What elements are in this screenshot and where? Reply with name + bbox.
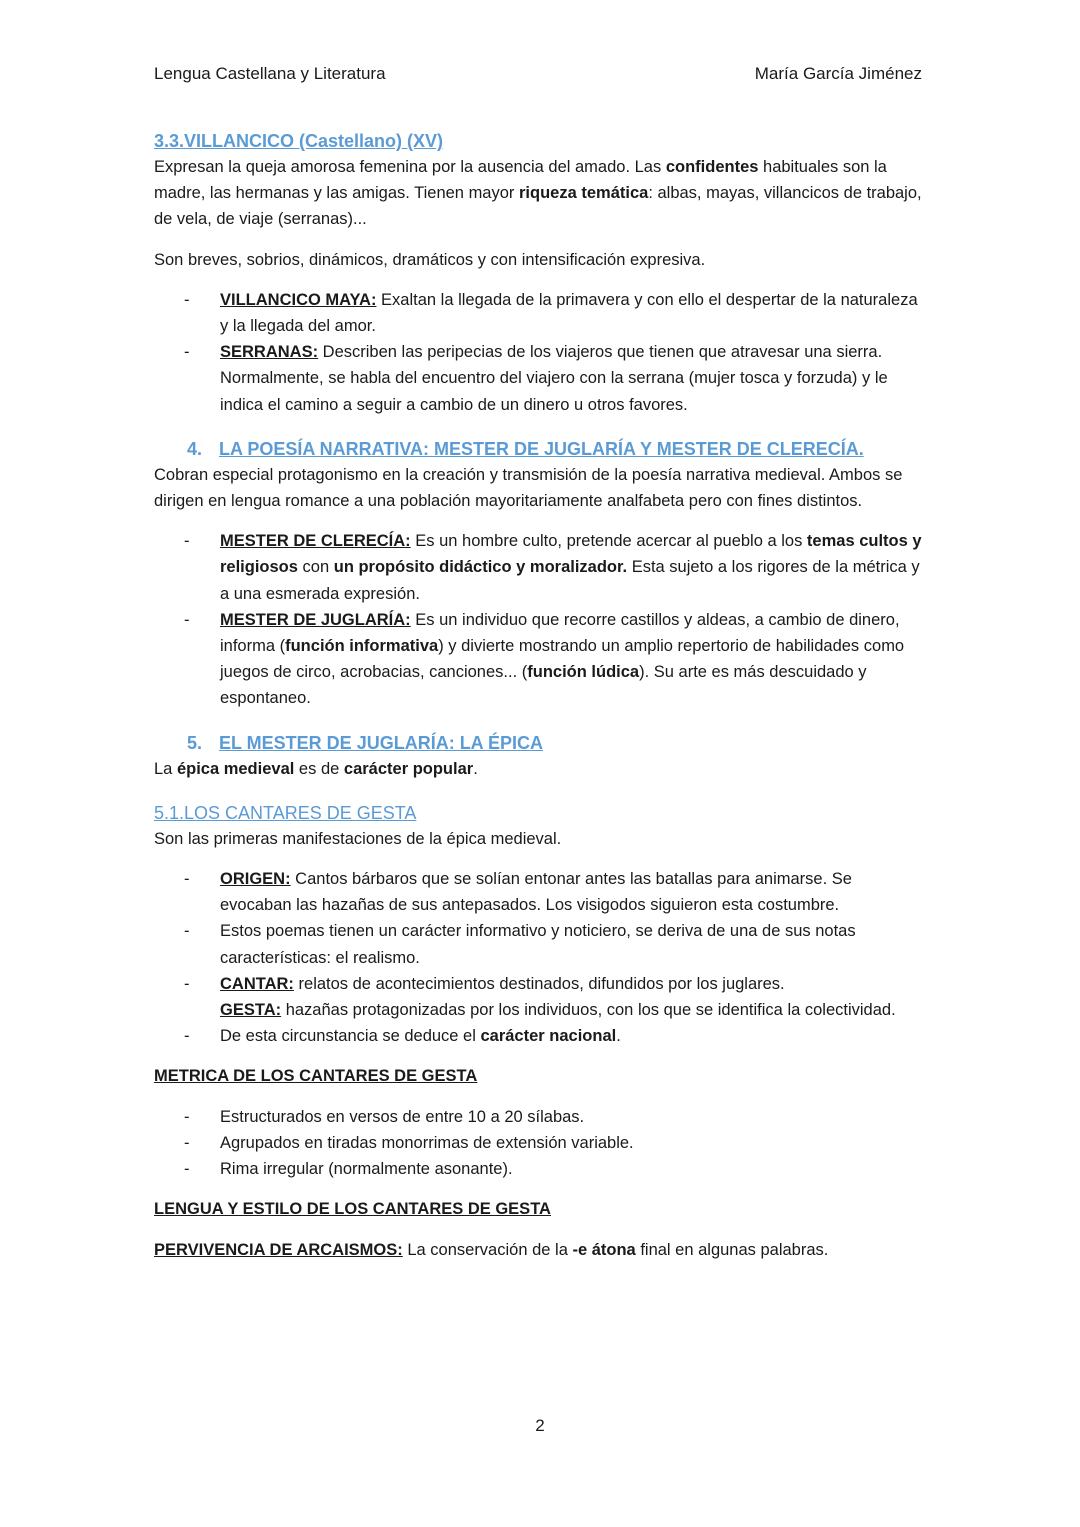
paragraph-arcaismos: PERVIVENCIA DE ARCAISMOS: La conservación de la -e átona final en algunas palabras. [154,1240,829,1259]
paragraph-cantares: Son las primeras manifestaciones de la épica medieval. [154,829,562,848]
paragraph-villancico: Expresan la queja amorosa femenina por la ausencia del amado. Las confidentes habituales son la madre, las hermanas y las amigas. Tienen mayor riqueza temática: albas, mayas, villancicos de trabajo, de vela, de viaje (serranas)... [154,158,922,229]
heading-3-3: 3.3.VILLANCICO (Castellano) (XV) [154,131,444,151]
paragraph-villancico-traits: Son breves, sobrios, dinámicos, dramáticos y con intensificación expresiva. [154,250,706,269]
list-item: - MESTER DE CLERECÍA: Es un hombre culto, pretende acercar al pueblo a los temas cultos y religiosos con un propósito didáctico y moralizador. Esta sujeto a los rigores de la métrica y a una esmerada expresión. [154,528,924,607]
list-item: - SERRANAS: Describen las peripecias de los viajeros que tienen que atravesar una sierra. Normalmente, se habla del encuentro del viajero con la serrana (mujer tosca y forzuda) y le indica el camino a seguir a cambio de un dinero u otros favores. [154,339,924,418]
paragraph-poesia-narrativa: Cobran especial protagonismo en la creación y transmisión de la poesía narrativa medieval. Ambos se dirigen en lengua romance a una población mayoritariamente analfabeta pero con fines distintos. [154,465,903,511]
list-item: - Estos poemas tienen un carácter informativo y noticiero, se deriva de una de sus notas características: el realismo. [154,918,924,970]
mester-list [154,528,924,711]
list-item: GESTA: hazañas protagonizadas por los individuos, con los que se identifica la colectividad. [220,1001,896,1020]
list-item: - Rima irregular (normalmente asonante). [154,1156,924,1182]
lengua-heading: LENGUA Y ESTILO DE LOS CANTARES DE GESTA [154,1200,551,1219]
page-number: 2 [535,1416,545,1435]
heading-5-1: 5.1.LOS CANTARES DE GESTA [154,802,417,823]
cantares-list [154,866,924,1049]
paragraph-epica: La épica medieval es de carácter popular. [154,759,478,778]
villancico-list [154,287,924,418]
list-item: - VILLANCICO MAYA: Exaltan la llegada de la primavera y con ello el despertar de la naturaleza y la llegada del amor. [154,287,924,339]
list-item: - MESTER DE JUGLARÍA: Es un individuo que recorre castillos y aldeas, a cambio de dinero, informa (función informativa) y divierte mostrando un amplio repertorio de habilidades como juegos de circo, acrobacias, canciones... (función lúdica). Su arte es más descuidado y espontaneo. [154,607,924,712]
list-item: - Agrupados en tiradas monorrimas de extensión variable. [154,1130,924,1156]
list-item: - De esta circunstancia se deduce el carácter nacional. [154,1023,924,1049]
author-name: María García Jiménez [754,64,922,83]
heading-4: 4. LA POESÍA NARRATIVA: MESTER DE JUGLARÍA Y MESTER DE CLERECÍA. [187,438,864,459]
metrica-heading: METRICA DE LOS CANTARES DE GESTA [154,1067,478,1086]
course-name: Lengua Castellana y Literatura [154,64,386,83]
heading-5: 5. EL MESTER DE JUGLARÍA: LA ÉPICA [187,732,544,753]
page-content [154,128,924,1263]
list-item: - Estructurados en versos de entre 10 a 20 sílabas. [154,1104,924,1130]
metrica-list [154,1104,924,1183]
page-header [154,64,922,90]
list-item: - CANTAR: relatos de acontecimientos destinados, difundidos por los juglares. [154,971,924,997]
list-item: - ORIGEN: Cantos bárbaros que se solían entonar antes las batallas para animarse. Se evocaban las hazañas de sus antepasados. Los visigodos siguieron esta costumbre. [154,866,924,918]
